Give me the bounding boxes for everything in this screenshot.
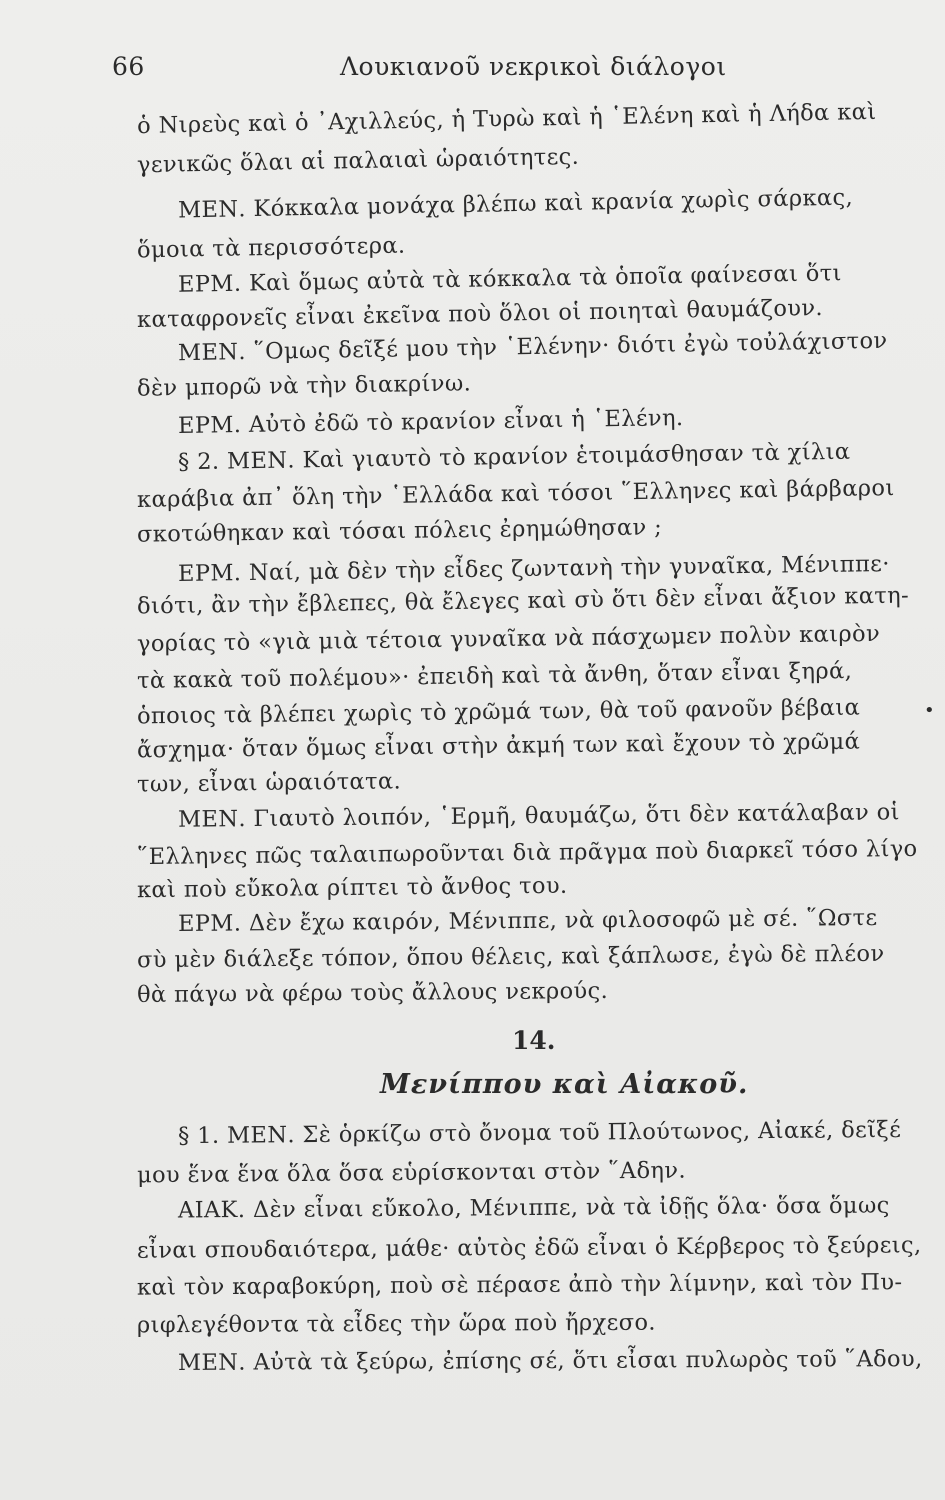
- section-number: 14.: [512, 1026, 556, 1055]
- text-line: ῞Ελληνες πῶς ταλαιπωροῦνται διὰ πρᾶγμα ποὺ διαρκεῖ τόσο λίγο: [136, 835, 918, 871]
- text-line: ΜΕΝ. Αὐτὰ τὰ ξεύρω, ἐπίσης σέ, ὅτι εἶσαι πυλωρὸς τοῦ ῞Αδου,: [177, 1346, 923, 1376]
- text-line: ΕΡΜ. Καὶ ὅμως αὐτὰ τὰ κόκκαλα τὰ ὁποῖα φαίνεσαι ὅτι: [177, 260, 843, 298]
- text-line: τὰ κακὰ τοῦ πολέμου»· ἐπειδὴ καὶ τὰ ἄνθη, ὅταν εἶναι ξηρά,: [136, 658, 853, 694]
- text-line: καὶ ποὺ εὔκολα ρίπτει τὸ ἄνθος του.: [136, 872, 568, 904]
- text-line: γορίας τὸ «γιὰ μιὰ τέτοια γυναῖκα νὰ πάσχωμεν πολὺν καιρὸν: [136, 620, 881, 658]
- text-line: καὶ τὸν καραβοκύρη, ποὺ σὲ πέρασε ἀπὸ τὴν λίμνην, καὶ τὸν Πυ-: [136, 1269, 903, 1301]
- text-line: θὰ πάγω νὰ φέρω τοὺς ἄλλους νεκρούς.: [136, 977, 609, 1009]
- text-line: καταφρονεῖς εἶναι ἐκεῖνα ποὺ ὅλοι οἱ ποιηταὶ θαυμάζουν.: [136, 295, 824, 333]
- text-line: ἄσχημα· ὅταν ὅμως εἶναι στὴν ἀκμή των καὶ ἔχουν τὸ χρῶμά: [136, 728, 861, 764]
- text-line: διότι, ἂν τὴν ἔβλεπες, θὰ ἔλεγες καὶ σὺ ὅτι δὲν εἶναι ἄξιον κατη-: [136, 582, 910, 620]
- text-line: των, εἶναι ὡραιότατα.: [136, 768, 402, 798]
- text-line: καράβια ἀπ᾿ ὅλη τὴν ῾Ελλάδα καὶ τόσοι ῞Ελληνες καὶ βάρβαροι: [136, 475, 895, 513]
- text-line: ΕΡΜ. Αὐτὸ ἐδῶ τὸ κρανίον εἶναι ἡ ῾Ελένη.: [177, 405, 684, 439]
- text-line: § 2. ΜΕΝ. Καὶ γιαυτὸ τὸ κρανίον ἑτοιμάσθησαν τὰ χίλια: [177, 438, 851, 476]
- text-line: ὅμοια τὰ περισσότερα.: [136, 232, 406, 264]
- section-title: Μενίππου καὶ Αἰακοῦ.: [380, 1069, 749, 1100]
- page-number: 66: [112, 52, 145, 81]
- text-line: γενικῶς ὅλαι αἱ παλαιαὶ ὡραιότητες.: [136, 143, 580, 179]
- text-line: ριφλεγέθοντα τὰ εἶδες τὴν ὥρα ποὺ ἤρχεσο.: [136, 1309, 656, 1339]
- page-header: [112, 52, 892, 92]
- text-line: εἶναι σπουδαιότερα, μάθε· αὐτὸς ἐδῶ εἶναι ὁ Κέρβερος τὸ ξεύρεις,: [136, 1232, 922, 1264]
- margin-mark: •: [924, 700, 935, 721]
- text-line: ΑΙΑΚ. Δὲν εἶναι εὔκολο, Μένιππε, νὰ τὰ ἰδῇς ὅλα· ὅσα ὅμως: [177, 1192, 890, 1224]
- text-line: ὁποιος τὰ βλέπει χωρὶς τὸ χρῶμά των, θὰ τοῦ φανοῦν βέβαια: [136, 694, 861, 730]
- text-line: ΜΕΝ. Κόκκαλα μονάχα βλέπω καὶ κρανία χωρὶς σάρκας,: [177, 184, 854, 224]
- text-line: δὲν μπορῶ νὰ τὴν διακρίνω.: [136, 370, 472, 402]
- text-line: ΜΕΝ. ῞Ομως δεῖξέ μου τὴν ῾Ελένην· διότι ἐγὼ τοὐλάχιστον: [177, 327, 888, 367]
- text-line: ὁ Νιρεὺς καὶ ὁ ᾿Αχιλλεύς, ἡ Τυρὼ καὶ ἡ ῾Ελένη καὶ ἡ Λήδα καὶ: [136, 98, 877, 140]
- text-line: § 1. ΜΕΝ. Σὲ ὁρκίζω στὸ ὄνομα τοῦ Πλούτωνος, Αἰακέ, δεῖξέ: [177, 1116, 902, 1150]
- text-line: σκοτώθηκαν καὶ τόσαι πόλεις ἐρημώθησαν ;: [136, 514, 663, 548]
- running-title: Λουκιανοῦ νεκρικοὶ διάλογοι: [340, 52, 727, 81]
- text-line: ΕΡΜ. Ναί, μὰ δὲν τὴν εἶδες ζωντανὴ τὴν γυναῖκα, Μένιππε·: [177, 551, 890, 587]
- text-line: ΕΡΜ. Δὲν ἔχω καιρόν, Μένιππε, νὰ φιλοσοφῶ μὲ σέ. ῞Ωστε: [177, 904, 878, 938]
- text-line: σὺ μὲν διάλεξε τόπον, ὅπου θέλεις, καὶ ξάπλωσε, ἐγὼ δὲ πλέον: [136, 940, 885, 974]
- text-line: μου ἕνα ἕνα ὅλα ὅσα εὑρίσκονται στὸν ῞Αδην.: [136, 1157, 687, 1189]
- text-line: ΜΕΝ. Γιαυτὸ λοιπόν, ῾Ερμῆ, θαυμάζω, ὅτι δὲν κατάλαβαν οἱ: [177, 799, 900, 833]
